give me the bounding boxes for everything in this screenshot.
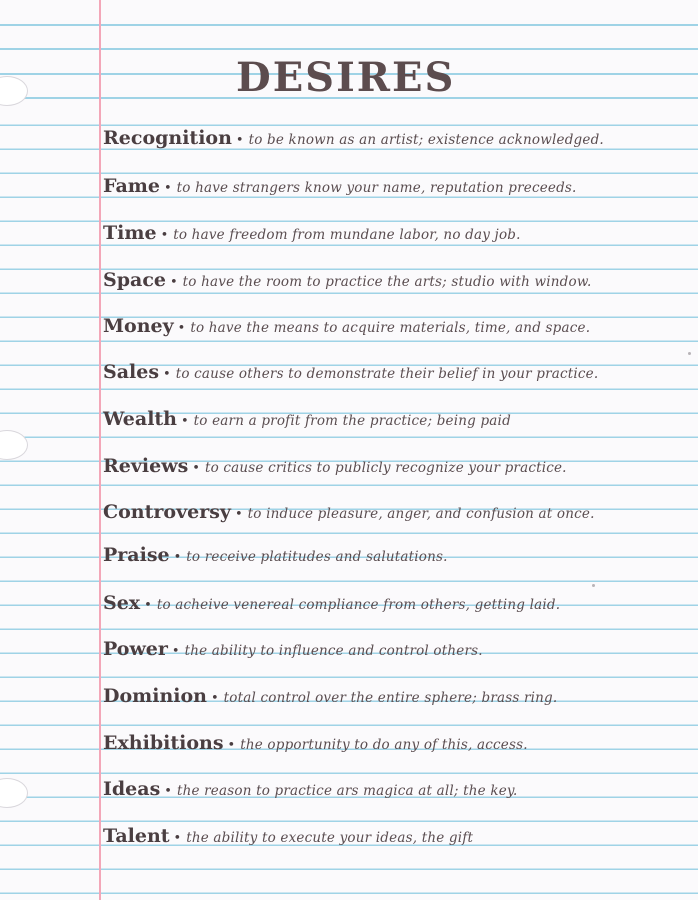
entry-term: Recognition: [103, 127, 232, 149]
entry-definition: to be known as an artist; existence acknowledged.: [248, 132, 604, 148]
entry-term: Sex: [103, 592, 141, 614]
entry-definition: to acheive venereal compliance from others, getting laid.: [156, 597, 561, 613]
list-item: [103, 312, 590, 340]
list-item: [103, 358, 598, 386]
list-item: [103, 172, 577, 200]
entry-term: Fame: [103, 175, 160, 197]
bullet-separator: •: [234, 507, 243, 522]
bullet-separator: •: [164, 784, 172, 799]
entry-definition: to have the room to practice the arts; studio with window.: [182, 274, 592, 290]
entry-term: Sales: [103, 361, 160, 383]
entry-definition: to receive platitudes and salutations.: [186, 549, 448, 565]
bullet-separator: •: [227, 738, 236, 753]
entry-term: Reviews: [103, 455, 189, 477]
ruled-line: [0, 48, 698, 50]
entry-definition: to have strangers know your name, reputation preceeds.: [176, 180, 577, 196]
list-item: [103, 775, 517, 803]
list-item: [103, 219, 521, 247]
entry-term: Controversy: [103, 501, 231, 523]
bullet-separator: •: [173, 550, 182, 565]
entry-definition: to earn a profit from the practice; being paid: [193, 413, 511, 429]
bullet-separator: •: [235, 133, 244, 148]
bullet-separator: •: [171, 644, 180, 659]
list-item: [103, 405, 511, 433]
margin-line: [99, 0, 101, 900]
bullet-separator: •: [169, 275, 178, 290]
list-item: [103, 635, 483, 663]
ruled-line: [0, 24, 698, 26]
entry-definition: to have the means to acquire materials, time, and space.: [190, 320, 591, 336]
list-item: [103, 124, 604, 152]
entry-term: Space: [103, 269, 166, 291]
bullet-separator: •: [163, 181, 172, 196]
entry-definition: to cause critics to publicly recognize your practice.: [204, 460, 567, 476]
paper-speck: [592, 584, 595, 587]
entry-definition: to cause others to demonstrate their belief in your practice.: [175, 366, 599, 382]
list-item: [103, 498, 595, 526]
bullet-separator: •: [173, 831, 182, 846]
list-item: [103, 822, 473, 850]
bullet-separator: •: [181, 414, 189, 429]
entry-term: Power: [103, 638, 168, 660]
entry-term: Ideas: [103, 778, 161, 800]
page-title: DESIRES: [236, 54, 456, 101]
entry-definition: to induce pleasure, anger, and confusion at once.: [247, 506, 595, 522]
entry-term: Wealth: [103, 408, 177, 430]
list-item: [103, 729, 528, 757]
bullet-separator: •: [192, 461, 200, 476]
entry-definition: to have freedom from mundane labor, no day job.: [173, 227, 521, 243]
entry-term: Money: [103, 315, 174, 337]
entry-definition: the reason to practice ars magica at all; the key.: [176, 783, 518, 799]
entry-definition: the ability to execute your ideas, the gift: [186, 830, 474, 846]
paper-speck: [688, 352, 691, 355]
bullet-separator: •: [163, 367, 171, 382]
entry-term: Dominion: [103, 685, 207, 707]
list-item: [103, 682, 557, 710]
list-item: [103, 589, 560, 617]
bullet-separator: •: [144, 598, 152, 613]
bullet-separator: •: [177, 321, 186, 336]
bullet-separator: •: [160, 228, 169, 243]
entry-term: Talent: [103, 825, 170, 847]
list-item: [103, 266, 591, 294]
entry-definition: the ability to influence and control others.: [184, 643, 483, 659]
entry-definition: total control over the entire sphere; brass ring.: [223, 690, 558, 706]
entry-definition: the opportunity to do any of this, access.: [240, 737, 528, 753]
entry-term: Exhibitions: [103, 732, 224, 754]
list-item: [103, 541, 448, 569]
bullet-separator: •: [211, 691, 219, 706]
entry-term: Praise: [103, 544, 170, 566]
list-item: [103, 452, 567, 480]
entry-term: Time: [103, 222, 157, 244]
